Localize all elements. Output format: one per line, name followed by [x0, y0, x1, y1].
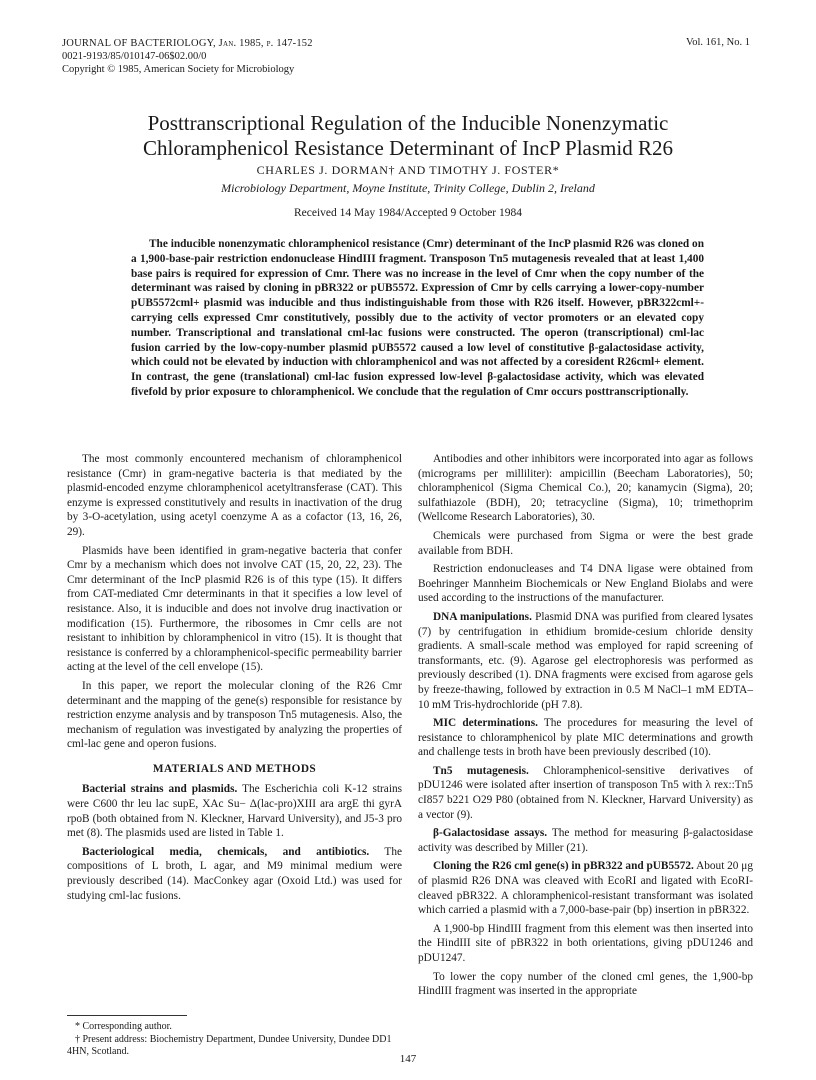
footnote-divider — [67, 1015, 187, 1016]
affiliation: Microbiology Department, Moyne Institute, Trinity College, Dublin 2, Ireland — [221, 181, 595, 195]
paragraph — [418, 826, 753, 855]
paragraph-text: The procedures for measuring the level of resistance to chloramphenicol by plate MIC determinations and growth and challenge tests in broth have been previously described (10). — [418, 717, 753, 759]
paragraph — [67, 845, 402, 903]
paragraph — [418, 610, 753, 712]
paragraph: To lower the copy number of the cloned cml genes, the 1,900-bp HindIII fragment was inserted in the appropriate — [418, 970, 753, 998]
run-in-heading: Bacteriological media, chemicals, and antibiotics. — [82, 845, 370, 858]
paragraph — [418, 764, 753, 822]
page-number: 147 — [399, 1053, 417, 1065]
paragraph: Restriction endonucleases and T4 DNA ligase were obtained from Boehringer Mannheim Biochemicals or New England Biolabs and were used according to the instructions of the manufacturer. — [418, 563, 753, 605]
volume-issue: Vol. 161, No. 1 — [686, 37, 750, 48]
run-in-heading: DNA manipulations. — [433, 610, 532, 623]
journal-header — [62, 37, 313, 76]
section-heading: MATERIALS AND METHODS — [152, 762, 317, 775]
run-in-heading: Tn5 mutagenesis. — [433, 764, 529, 777]
footnote: * Corresponding author. — [75, 1021, 172, 1032]
paragraph: A 1,900-bp HindIII fragment from this element was then inserted into the HindIII site of pBR322 in both orientations, giving pDU1246 and pDU1247. — [418, 922, 753, 964]
left-column — [67, 452, 402, 907]
issn-line: 0021-9193/85/010147-06$02.00/0 — [62, 51, 207, 62]
article-title — [40, 111, 776, 161]
paragraph-text: About 20 μg of plasmid R26 DNA was cleaved with EcoRI and ligated with EcoRI-cleaved pBR322. A chloramphenicol-resistant transformant was isolated which carried a plasmid with a 7,000-base-pair (bp) insertion in pBR322. — [418, 860, 753, 917]
paragraph: Antibodies and other inhibitors were incorporated into agar as follows (micrograms per milliliter): ampicillin (Beecham Laboratories), 50; chloramphenicol (Sigma Chemical Co.), 20; kanamycin (Sigma), 20; sulfathiazole (BDH), 20; tetracycline (Sigma), 10; trimethoprim (Wellcome Research Laboratories), 30. — [418, 453, 753, 524]
paragraph-text: The method for measuring β-galactosidase activity was described by Miller (21). — [418, 827, 753, 854]
paragraph — [418, 859, 753, 917]
abstract: The inducible nonenzymatic chloramphenicol resistance (Cmr) determinant of the IncP plasmid R26 was cloned on a 1,900-base-pair restriction endonuclease HindIII fragment. Transposon Tn5 mutagenesis revealed that at least 1,400 base pairs is required for expression of Cmr. There was no increase in the level of Cmr when the copy number of the determinant was raised by cloning in pBR322 or pUB5572. Expression of Cmr by cells carrying a lower-copy-number pUB5572cml+ plasmid was inducible and thus indistinguishable from those with R26 itself. However, pBR322cml+-carrying cells expressed Cmr constitutively, possibly due to the activity of vector promoters or an elevated copy number. Transcriptional and translational cml-lac fusions were constructed. The operon (transcriptional) cml-lac fusion carried by the low-copy-number plasmid pUB5572 caused a low level of constitutive β-galactosidase activity, which could not be elevated by induction with chloramphenicol and was not affected by a coresident R26cml+ element. In contrast, the gene (translational) cml-lac fusion expressed low-level β-galactosidase activity, which was elevated fivefold by prior exposure to chloramphenicol. We conclude that the regulation of Cmr occurs posttranscriptionally. — [131, 238, 704, 398]
paragraph: In this paper, we report the molecular cloning of the R26 Cmr determinant and the mapping of the gene(s) responsible for resistance by restriction enzyme analysis and by transposon Tn5 mutagenesis. Also, the mechanism of regulation was investigated by analyzing the properties of cml-lac gene and operon fusions. — [67, 679, 402, 751]
paragraph-text: Plasmid DNA was purified from cleared lysates (7) by centrifugation in ethidium bromide-cesium chloride density gradients. A small-scale method was employed for rapid screening of transformants, etc. (9). Agarose gel electrophoresis was performed as previously described (1). DNA fragments were excised from agarose gels by freeze-thawing, followed by extraction in 0.5 M NaCl–1 mM EDTA–10 mM Tris-hydrochloride (pH 7.8). — [418, 610, 754, 711]
copyright-line: Copyright © 1985, American Society for Microbiology — [62, 64, 295, 75]
footnote: † Present address: Biochemistry Department, Dundee University, Dundee DD1 4HN, Scotland. — [67, 1033, 392, 1057]
paragraph-text: The Escherichia coli K-12 strains were C600 thr leu lac supE, XAc Su− Δ(lac-pro)XIII ara argE thi gyrA rpoB (both obtained from N. Kleckner, Harvard University), and J5-3 pro met (8). The plasmids used are listed in Table 1. — [67, 783, 402, 840]
run-in-heading: Bacterial strains and plasmids. — [82, 783, 238, 796]
paragraph: Chemicals were purchased from Sigma or were the best grade available from BDH. — [418, 529, 753, 557]
paragraph-text: Chloramphenicol-sensitive derivatives of pDU1246 were isolated after insertion of transposon Tn5 with λ rex::Tn5 cI857 b221 O29 P80 (obtained from N. Kleckner, Harvard University) as a vector (9). — [418, 764, 753, 821]
journal-citation: JOURNAL OF BACTERIOLOGY, Jan. 1985, p. 147-152 — [62, 38, 313, 49]
paragraph — [418, 716, 753, 760]
title-line: Posttranscriptional Regulation of the Inducible Nonenzymatic — [147, 111, 669, 135]
right-column — [418, 452, 753, 1003]
run-in-heading: β-Galactosidase assays. — [433, 827, 548, 840]
paragraph: Plasmids have been identified in gram-negative bacteria that confer Cmr by a mechanism which does not involve CAT (15, 20, 22, 23). The Cmr determinant of the IncP plasmid R26 is of this type (15). It differs from CAT-mediated Cmr determinants in that it specifies a low level of resistance. Also, it is inducible and does not involve drug inactivation or modification (15). Furthermore, the ribosomes in Cmr cells are not resistant to inhibition by chloramphenicol in vitro (15). It is thought that resistance is conferred by a chloramphenicol-specific permeability barrier acting at the level of the cell envelope (15). — [67, 544, 402, 674]
paragraph — [67, 782, 402, 840]
received-dates: Received 14 May 1984/Accepted 9 October 1984 — [293, 207, 522, 219]
paragraph: The most commonly encountered mechanism of chloramphenicol resistance (Cmr) in gram-negative bacteria is that mediated by the plasmid-encoded enzyme chloramphenicol acetyltransferase (CAT). This enzyme is expressed constitutively and results in inactivation of the drug by 3-O-acetylation, using acetyl coenzyme A as a cofactor (13, 16, 26, 29). — [67, 453, 402, 538]
author-list: CHARLES J. DORMAN† AND TIMOTHY J. FOSTER* — [256, 163, 560, 177]
title-line: Chloramphenicol Resistance Determinant of IncP Plasmid R26 — [143, 136, 673, 160]
run-in-heading: MIC determinations. — [433, 717, 538, 730]
paragraph-text: The compositions of L broth, L agar, and M9 minimal medium were previously described (14). MacConkey agar (Oxoid Ltd.) was used for studying cml-lac fusions. — [67, 845, 402, 902]
run-in-heading: Cloning the R26 cml gene(s) in pBR322 and pUB5572. — [433, 860, 694, 873]
